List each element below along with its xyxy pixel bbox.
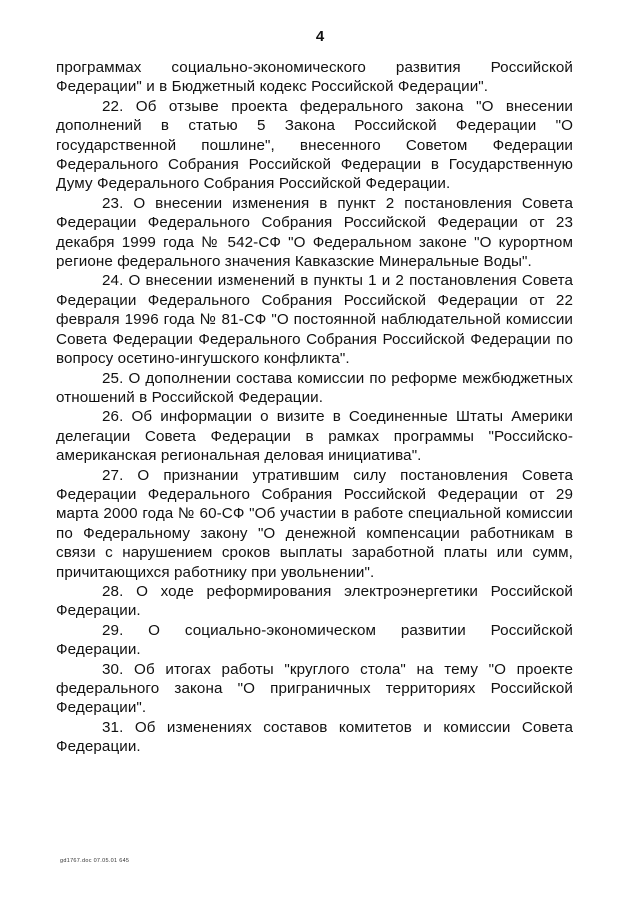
agenda-item-31: 31. Об изменениях составов комитетов и комиссии Совета Федерации. [56,718,573,756]
agenda-item-26: 26. Об информации о визите в Соединенные Штаты Америки делегации Совета Федерации в рамках программы "Российско-американская региональная деловая инициатива". [56,408,573,465]
agenda-item-24: 24. О внесении изменений в пункты 1 и 2 постановления Совета Федерации Федерального Собрания Российской Федерации от 22 февраля 1996 года № 81-СФ "О постоянной наблюдательной комиссии Совета Федерации Федерального Собрания Российской Федерации по вопросу осетино-ингушского конфликта". [56,272,573,368]
page-number: 4 [315,28,325,45]
agenda-item-23: 23. О внесении изменения в пункт 2 постановления Совета Федерации Федерального Собрания Российской Федерации от 23 декабря 1999 года № 542-СФ "О Федеральном законе "О курортном регионе федерального значения Кавказские Минеральные Воды". [56,194,573,271]
document-footer-code: gd1767.doc 07.05.01 645 [60,858,130,864]
agenda-item-25: 25. О дополнении состава комиссии по реформе межбюджетных отношений в Российской Федерации. [56,369,573,406]
agenda-list [56,58,573,757]
agenda-item-27: 27. О признании утратившим силу постановления Совета Федерации Федерального Собрания Российской Федерации от 29 марта 2000 года № 60-СФ "Об участии в работе специальной комиссии по Федеральному закону "О денежной компенсации работникам в связи с нарушением сроков выплаты заработной платы или сумм, причитающихся работнику при увольнении". [56,466,573,581]
continuation-paragraph: программах социально-экономического развития Российской Федерации" и в Бюджетный кодекс Российской Федерации". [56,59,573,96]
agenda-item-22: 22. Об отзыве проекта федерального закона "О внесении дополнений в статью 5 Закона Российской Федерации "О государственной пошлине", внесенного Советом Федерации Федерального Собрания Российской Федерации в Государственную Думу Федерального Собрания Российской Федерации. [56,97,573,193]
agenda-item-28: 28. О ходе реформирования электроэнергетики Российской Федерации. [56,582,573,620]
agenda-item-29: 29. О социально-экономическом развитии Российской Федерации. [56,621,573,659]
agenda-item-30: 30. Об итогах работы "круглого стола" на тему "О проекте федерального закона "О приграничных территориях Российской Федерации". [56,660,573,717]
